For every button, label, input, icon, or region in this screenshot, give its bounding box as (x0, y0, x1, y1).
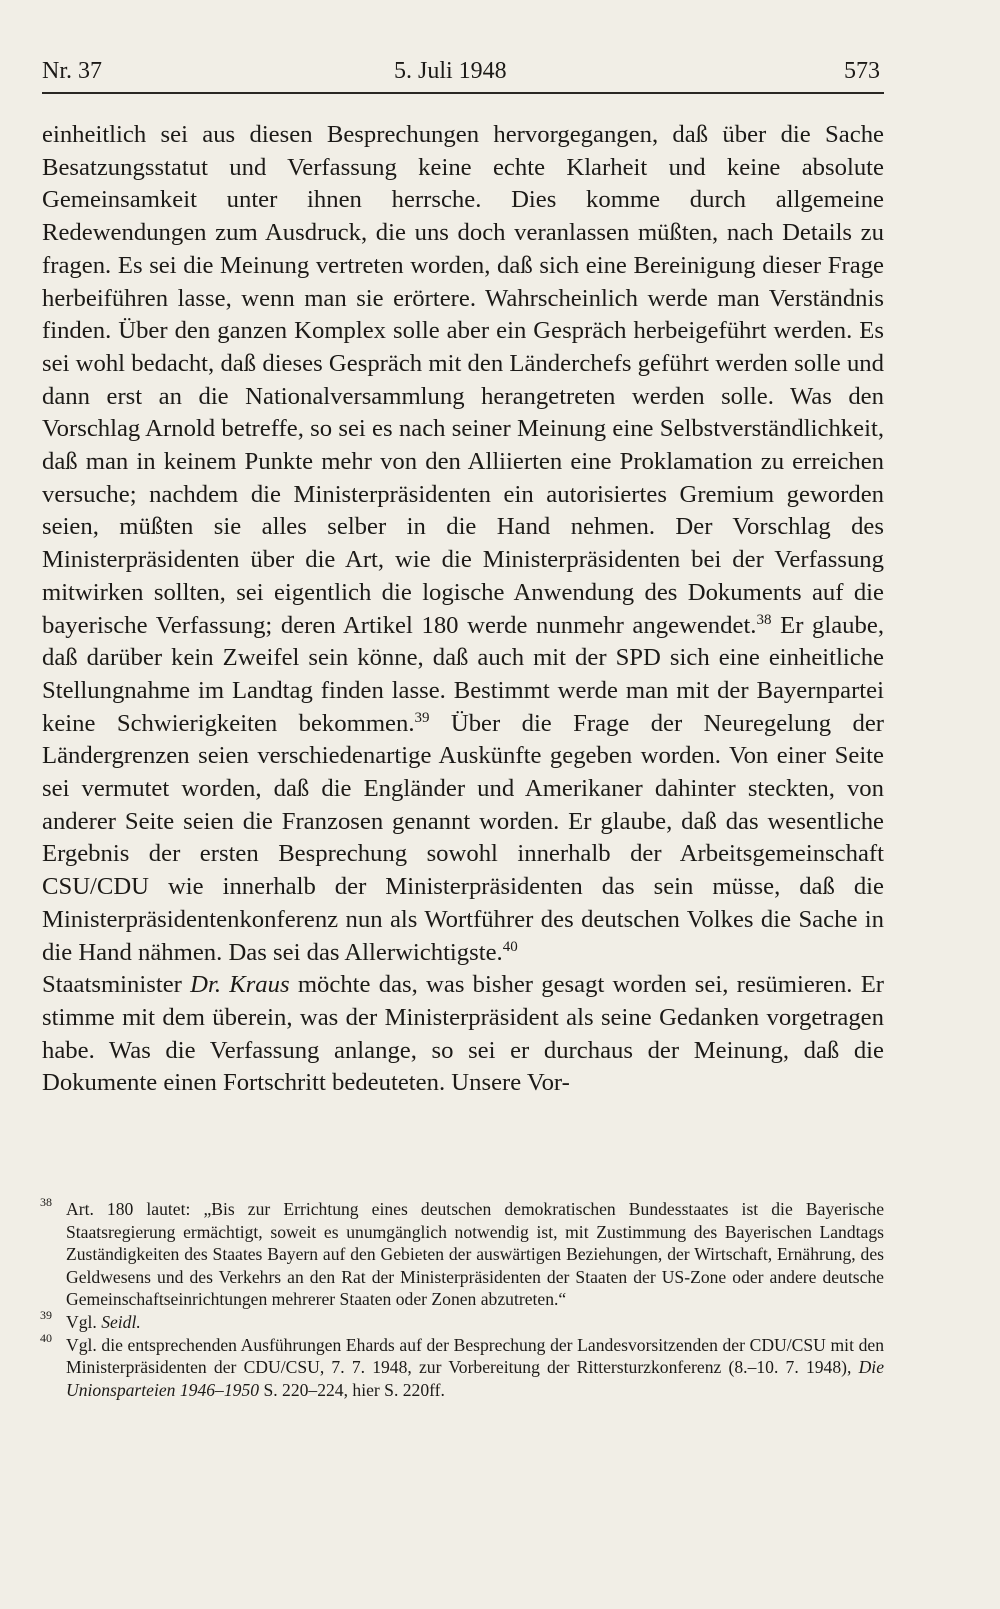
footnote-ref-39[interactable]: 39 (414, 709, 430, 726)
footnote-text-end: S. 220–224, hier S. 220ff. (259, 1379, 445, 1400)
footnote-number: 40 (40, 1330, 52, 1345)
page-number: 573 (844, 58, 880, 84)
footnote-citation: Die Unionsparteien 1946–1950 (66, 1357, 884, 1400)
speaker-name: Dr. Kraus (190, 971, 290, 999)
issue-number: Nr. 37 (42, 58, 102, 84)
footnote-text: Art. 180 lautet: „Bis zur Errichtung eines deutschen demokratischen Bundesstaates ist die Bayerische Staatsregierung ermächtigt, soweit es unumgänglich notwendig ist, mit Zustimmung des Bayerischen Landtags Zuständigkeiten des Staates Bayern auf den Gebieten der auswärtigen Beziehungen, der Wirtschaft, Ernährung, des Geldwesens und des Verkehrs an den Rat der Ministerpräsidenten der Staaten der US-Zone oder andere deutsche Gemeinschaftseinrichtungen mehrerer Staaten oder Zonen abzutreten.“ (66, 1199, 884, 1310)
footnote-citation: Seidl. (101, 1311, 141, 1332)
paragraph-2-prefix: Staatsminister (42, 971, 191, 999)
footnote-40 (40, 1330, 884, 1402)
footnote-number: 39 (40, 1307, 52, 1322)
footnote-ref-40[interactable]: 40 (502, 938, 518, 955)
paragraph-2 (42, 969, 884, 1100)
issue-date: 5. Juli 1948 (394, 58, 507, 84)
footnote-ref-38[interactable]: 38 (756, 611, 772, 628)
paragraph-1-part-b: Er glaube, daß darüber kein Zweifel sein könne, daß auch mit der SPD sich eine einheitliche Stellungnahme im Landtag finden lasse. Bestimmt werde man mit der Bayernpartei keine Schwierigkeiten bekommen. (42, 611, 884, 737)
paragraph-2-text: möchte das, was bisher gesagt worden sei, resümieren. Er stimme mit dem überein, was der Ministerpräsident als seine Gedanken vorgetragen habe. Was die Verfassung anlange, so sei er durchaus der Meinung, daß die Dokumente einen Fortschritt bedeuteten. Unsere Vor- (42, 971, 884, 1097)
paragraph-1-part-c: Über die Frage der Neuregelung der Ländergrenzen seien verschiedenartige Auskünfte gegeben worden. Von einer Seite sei vermutet worden, daß die Engländer und Amerikaner dahinter steckten, von anderer Seite seien die Franzosen genannt worden. Er glaube, daß das wesentliche Ergebnis der ersten Besprechung sowohl innerhalb der Arbeitsgemeinschaft CSU/CDU wie innerhalb der Ministerpräsidenten das sein müsse, daß die Ministerpräsidentenkonferenz nun als Wortführer des deutschen Volkes die Sache in die Hand nähmen. Das sei das Allerwichtigste. (42, 709, 885, 966)
main-text (42, 119, 884, 1100)
footnotes (40, 1195, 884, 1401)
paragraph-1 (42, 119, 884, 969)
footnote-38 (40, 1195, 884, 1311)
running-head (42, 52, 884, 94)
footnote-number: 38 (40, 1195, 52, 1209)
paragraph-1-part-a: einheitlich sei aus diesen Besprechungen hervorgegangen, daß über die Sache Besatzungsstatut und Verfassung keine echte Klarheit und keine absolute Gemeinsamkeit unter ihnen herrsche. Dies komme durch allgemeine Redewendungen zum Ausdruck, die uns doch veranlassen müßten, nach Details zu fragen. Es sei die Meinung vertreten worden, daß sich eine Bereinigung dieser Frage herbeiführen lasse, wenn man sie erörtere. Wahrscheinlich werde man Verständnis finden. Über den ganzen Komplex solle aber ein Gespräch herbeigeführt werden. Es sei wohl bedacht, daß dieses Gespräch mit den Länderchefs geführt werden solle und dann erst an die Nationalversammlung herangetreten werden solle. Was den Vorschlag Arnold betreffe, so sei es nach seiner Meinung eine Selbstverständlichkeit, daß man in keinem Punkte mehr von den Alliierten eine Proklamation zu erreichen versuche; nachdem die Ministerpräsidenten ein autorisiertes Gremium geworden seien, müßten sie alles selber in die Hand nehmen. Der Vorschlag des Ministerpräsidenten über die Art, wie die Ministerpräsidenten bei der Verfassung mitwirken sollten, sei eigentlich die logische Anwendung des Dokuments auf die bayerische Verfassung; deren Artikel 180 werde nunmehr angewendet. (42, 121, 884, 639)
footnote-prefix: Vgl. (66, 1311, 102, 1332)
footnote-39 (40, 1307, 884, 1334)
footnote-text: Vgl. die entsprechenden Ausführungen Ehards auf der Besprechung der Landesvorsitzenden der CDU/CSU mit den Ministerpräsidenten der CDU/CSU, 7. 7. 1948, zur Vorbereitung der Rittersturzkonferenz (8.–10. 7. 1948), (66, 1334, 884, 1378)
